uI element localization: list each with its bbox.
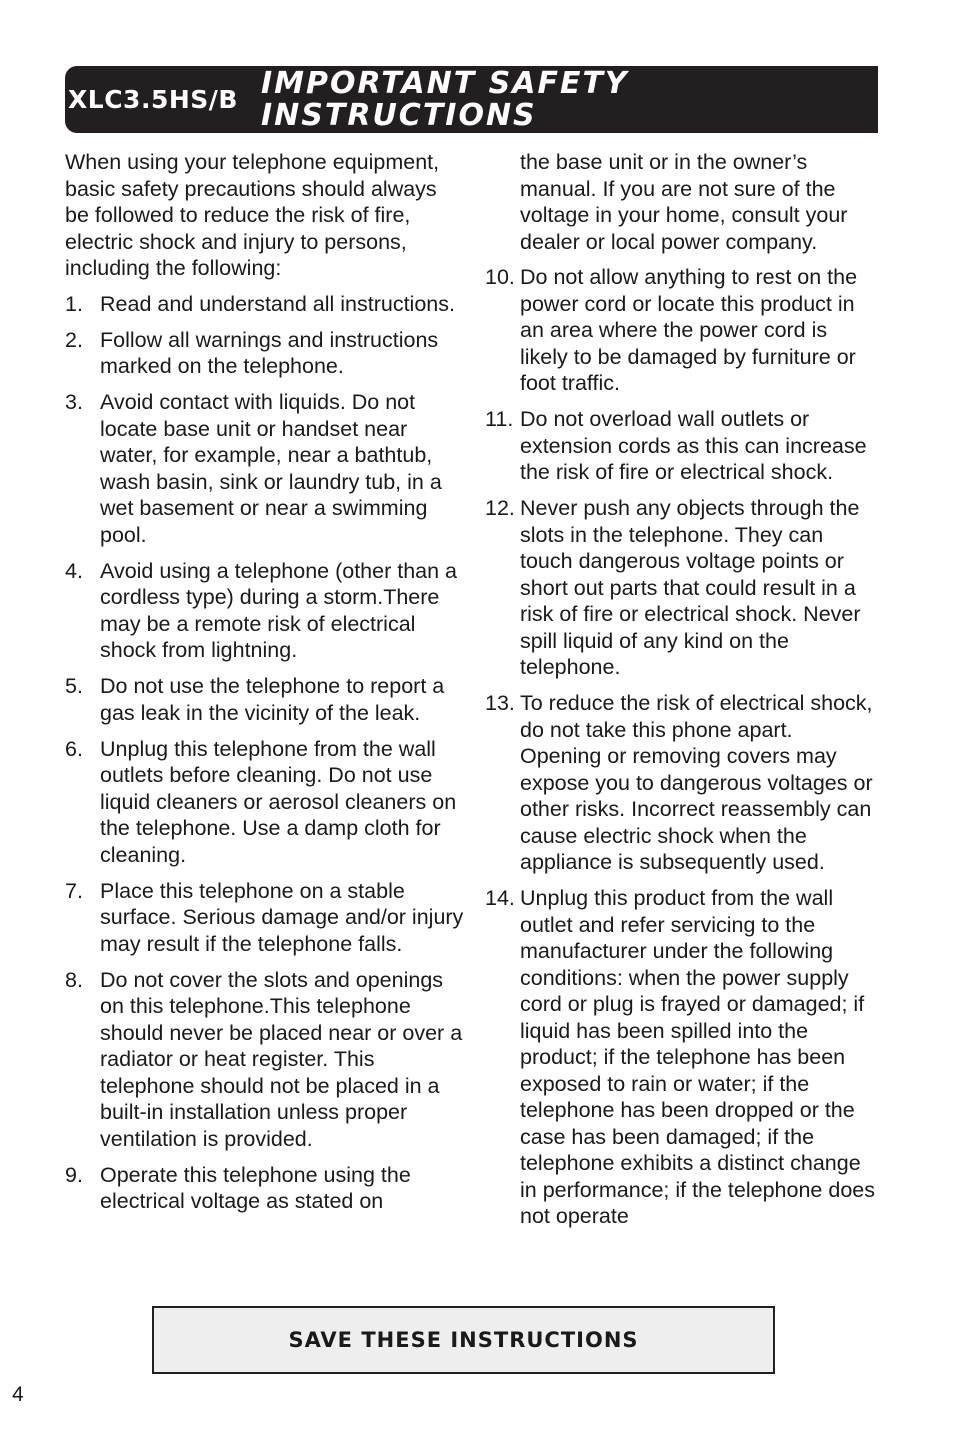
item-text: Do not allow anything to rest on the power cord or locate this product in an area where the power cord is likely to be damaged by furniture or foot traffic. (520, 265, 858, 395)
list-item (65, 878, 465, 958)
page-title (261, 68, 629, 132)
list-item (65, 389, 465, 548)
item-text: Follow all warnings and instructions marked on the telephone. (100, 327, 439, 378)
list-item (485, 495, 877, 681)
continued-text: the base unit or in the owner’s manual. If you are not sure of the voltage in your home, consult your dealer or local power company. (520, 150, 848, 254)
item-text: Operate this telephone using the electrical voltage as stated on (100, 1162, 411, 1213)
item-number: 9. (65, 1162, 83, 1187)
list-item (485, 264, 877, 397)
list-item (65, 673, 465, 726)
item-text: Unplug this product from the wall outlet and refer servicing to the manufacturer under the following conditions: when the power supply cord or plug is frayed or damaged; if liquid has been spilled into the product; if the telephone has been exposed to rain or water; if the telephone has been dropped or the case has been damaged; if the telephone exhibits a distinct change in performance; if the telephone does not operate (520, 886, 875, 1228)
item-number: 6. (65, 736, 83, 761)
item-number: 4. (65, 558, 83, 583)
item-text: Do not overload wall outlets or extension cords as this can increase the risk of fire or electrical shock. (520, 407, 867, 484)
item-text: Unplug this telephone from the wall outlets before cleaning. Do not use liquid cleaners or aerosol cleaners on the telephone. Use a damp cloth for cleaning. (100, 736, 457, 867)
right-column (485, 149, 877, 1239)
left-column (65, 149, 465, 1224)
model-number: XLC3.5HS/B (68, 85, 238, 114)
list-item (65, 291, 465, 318)
item-text: Do not cover the slots and openings on this telephone.This telephone should never be placed near or over a radiator or heat register. This telephone should not be placed in a built-in installation unless proper ventilation is provided. (100, 967, 463, 1151)
item-number: 12. (485, 496, 515, 520)
item-number: 2. (65, 327, 83, 352)
list-item (485, 690, 877, 876)
item-number: 10. (485, 265, 515, 289)
item-number: 3. (65, 390, 83, 414)
list-item (485, 885, 877, 1230)
page-header (65, 66, 878, 133)
list-item (65, 1162, 465, 1215)
item-number: 1. (65, 291, 83, 316)
item-number: 14. (485, 886, 515, 910)
item-number: 7. (65, 878, 83, 903)
item-number: 11. (485, 407, 514, 431)
item-text: Place this telephone on a stable surface. Serious damage and/or injury may result if the telephone falls. (100, 878, 464, 956)
title-line-2: INSTRUCTIONS (261, 98, 537, 133)
item-text: Never push any objects through the slots in the telephone. They can touch dangerous voltage points or short out parts that could result in a risk of fire or electrical shock. Never spill liquid of any kind on the telephone. (520, 496, 861, 679)
save-instructions-notice: SAVE THESE INSTRUCTIONS (152, 1306, 775, 1374)
item-text: Avoid contact with liquids. Do not locate base unit or handset near water, for example, near a bathtub, wash basin, sink or laundry tub, in a wet basement or near a swimming pool. (100, 390, 442, 547)
list-item (485, 406, 877, 486)
title-line-1: IMPORTANT SAFETY (261, 66, 629, 101)
list-item (65, 558, 465, 664)
item-text: Avoid using a telephone (other than a cordless type) during a storm.There may be a remote risk of electrical shock from lightning. (100, 558, 458, 662)
item-text: Read and understand all instructions. (100, 291, 455, 316)
list-item (65, 327, 465, 380)
item-number: 5. (65, 674, 83, 698)
list-item (65, 967, 465, 1153)
item-text: To reduce the risk of electrical shock, do not take this phone apart. Opening or removing covers may expose you to dangerous voltages or other risks. Incorrect reassembly can cause electric shock when the appliance is subsequently used. (520, 691, 873, 874)
list-item (65, 736, 465, 869)
intro-paragraph: When using your telephone equipment, basic safety precautions should always be followed to reduce the risk of fire, electric shock and injury to persons, including the following: (65, 150, 440, 280)
page-number: 4 (12, 1383, 24, 1406)
item-number: 13. (485, 691, 515, 715)
item-text: Do not use the telephone to report a gas leak in the vicinity of the leak. (100, 674, 445, 725)
item-number: 8. (65, 967, 83, 992)
